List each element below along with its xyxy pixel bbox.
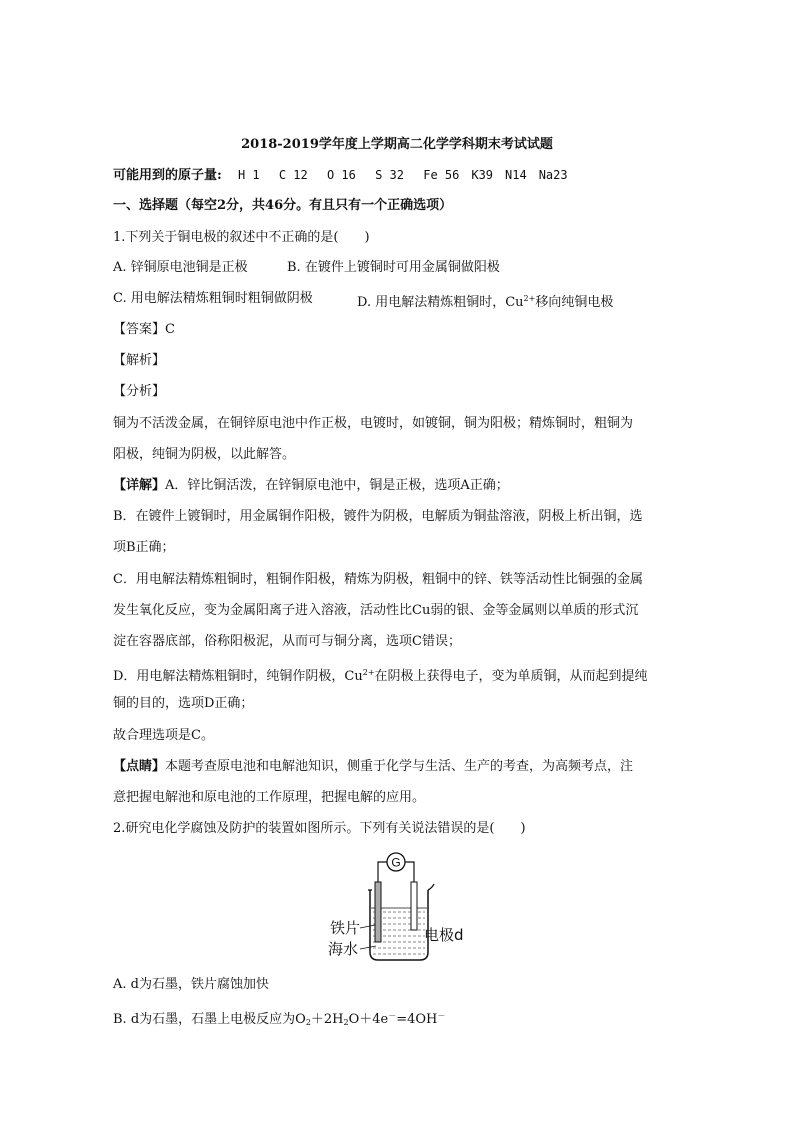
q1-option-b: B. 在镀件上镀铜时可用金属铜做阳极 xyxy=(287,260,500,275)
wire-right xyxy=(405,862,414,882)
q1-stem: 1.下列关于铜电极的叙述中不正确的是( ) xyxy=(113,230,370,245)
seawater-label: 海水 xyxy=(328,940,359,958)
q1-detail-d1-pre: D．用电解法精炼粗铜时，纯铜作阴极，Cu xyxy=(113,669,363,684)
q2-option-b-sup1: － xyxy=(388,1011,397,1020)
q1-option-d-post: 移向纯铜电极 xyxy=(535,295,614,310)
q1-detail-a xyxy=(113,476,509,496)
q1-detail-a-text: A．锌比铜活泼，在锌铜原电池中，铜是正极，选项A正确； xyxy=(165,478,509,493)
iron-plate-label: 铁片 xyxy=(330,919,361,937)
q1-option-d-pre: D. 用电解法精炼粗铜时，Cu xyxy=(357,295,524,310)
q1-detail-d1-post: 在阴极上获得电子，变为单质铜，从而起到提纯 xyxy=(374,669,648,684)
q2-option-b-pre: B. d为石墨，石墨上电极反应为O xyxy=(113,1012,306,1027)
q1-dianjing-line1 xyxy=(113,757,633,777)
q1-option-c: C. 用电解法精炼粗铜时粗铜做阴极 xyxy=(113,291,313,306)
q2-option-a: A. d为石墨，铁片腐蚀加快 xyxy=(113,977,269,992)
corrosion-apparatus-diagram xyxy=(320,850,480,965)
q2-option-b xyxy=(113,1006,445,1033)
q1-detail-b2: 项B正确； xyxy=(113,540,175,555)
q1-conclusion: 故合理选项是C。 xyxy=(113,728,214,743)
q1-option-d xyxy=(357,289,613,313)
q1-detail-c1: C．用电解法精炼粗铜时，粗铜作阳极，精炼为阴极，粗铜中的锌、铁等活动性比铜强的金属 xyxy=(113,572,643,587)
q1-answer: 【答案】C xyxy=(113,322,175,337)
page-title: 2018-2019学年度上学期高二化学学科期末考试试题 xyxy=(241,137,553,152)
q2-option-b-mid3: =4OH xyxy=(396,1012,438,1027)
galvanometer-label: G xyxy=(391,855,401,870)
electrode-d xyxy=(411,882,417,930)
q2-option-b-sup2: － xyxy=(437,1011,446,1020)
atomic-mass-values: H 1 C 12 O 16 S 32 Fe 56 K39 N14 Na23 xyxy=(237,168,568,182)
q1-dianjing-line2: 意把握电解池和原电池的工作原理，把握电解的应用。 xyxy=(113,790,426,805)
q1-dianjing-text: 本题考查原电池和电解池知识，侧重于化学与生活、生产的考查，为高频考点，注 xyxy=(165,759,634,774)
q1-detail-b1: B．在镀件上镀铜时，用金属铜作阳极，镀件为阴极，电解质为铜盐溶液，阴极上析出铜，选 xyxy=(113,509,643,524)
q2-option-b-sub1: 2 xyxy=(305,1018,311,1027)
q1-detail-d2: 铜的目的，选项D正确； xyxy=(113,696,254,711)
q2-option-b-mid2: O＋4e xyxy=(348,1012,389,1027)
atomic-mass-label: 可能用到的原子量: xyxy=(113,168,222,183)
q1-detail-d1 xyxy=(113,663,648,687)
iron-plate xyxy=(375,882,381,942)
q1-fenxi-tag: 【分析】 xyxy=(113,384,166,399)
q1-dianjing-tag: 【点睛】 xyxy=(113,759,166,774)
q2-option-b-mid1: ＋2H xyxy=(310,1012,344,1027)
q1-option-a: A. 锌铜原电池铜是正极 xyxy=(113,260,248,275)
q1-fenxi-line1: 铜为不活泼金属，在铜锌原电池中作正极，电镀时，如镀铜，铜为阳极；精炼铜时，粗铜为 xyxy=(113,416,634,431)
q1-detail-d1-sup: 2+ xyxy=(362,668,375,677)
q1-detail-c2: 发生氧化反应，变为金属阳离子进入溶液，活动性比Cu弱的银、金等金属则以单质的形式沉 xyxy=(113,603,639,618)
beaker-spout xyxy=(428,884,434,890)
q1-jiexi-tag: 【解析】 xyxy=(113,353,166,368)
q2-option-b-sub2: 2 xyxy=(343,1018,349,1027)
section-heading: 一、选择题（每空2分，共46分。有且只有一个正确选项） xyxy=(113,198,453,213)
q2-stem: 2.研究电化学腐蚀及防护的装置如图所示。下列有关说法错误的是( ) xyxy=(113,821,526,836)
electrode-d-label: 电极d xyxy=(424,926,464,944)
q1-detail-tag: 【详解】 xyxy=(113,478,166,493)
q1-option-d-sup: 2+ xyxy=(523,294,536,303)
q1-fenxi-line2: 阳极，纯铜为阴极，以此解答。 xyxy=(113,447,296,462)
wire-left xyxy=(378,862,387,882)
atomic-mass-row xyxy=(113,165,568,186)
q1-detail-c3: 淀在容器底部，俗称阳极泥，从而可与铜分离，选项C错误； xyxy=(113,634,461,649)
